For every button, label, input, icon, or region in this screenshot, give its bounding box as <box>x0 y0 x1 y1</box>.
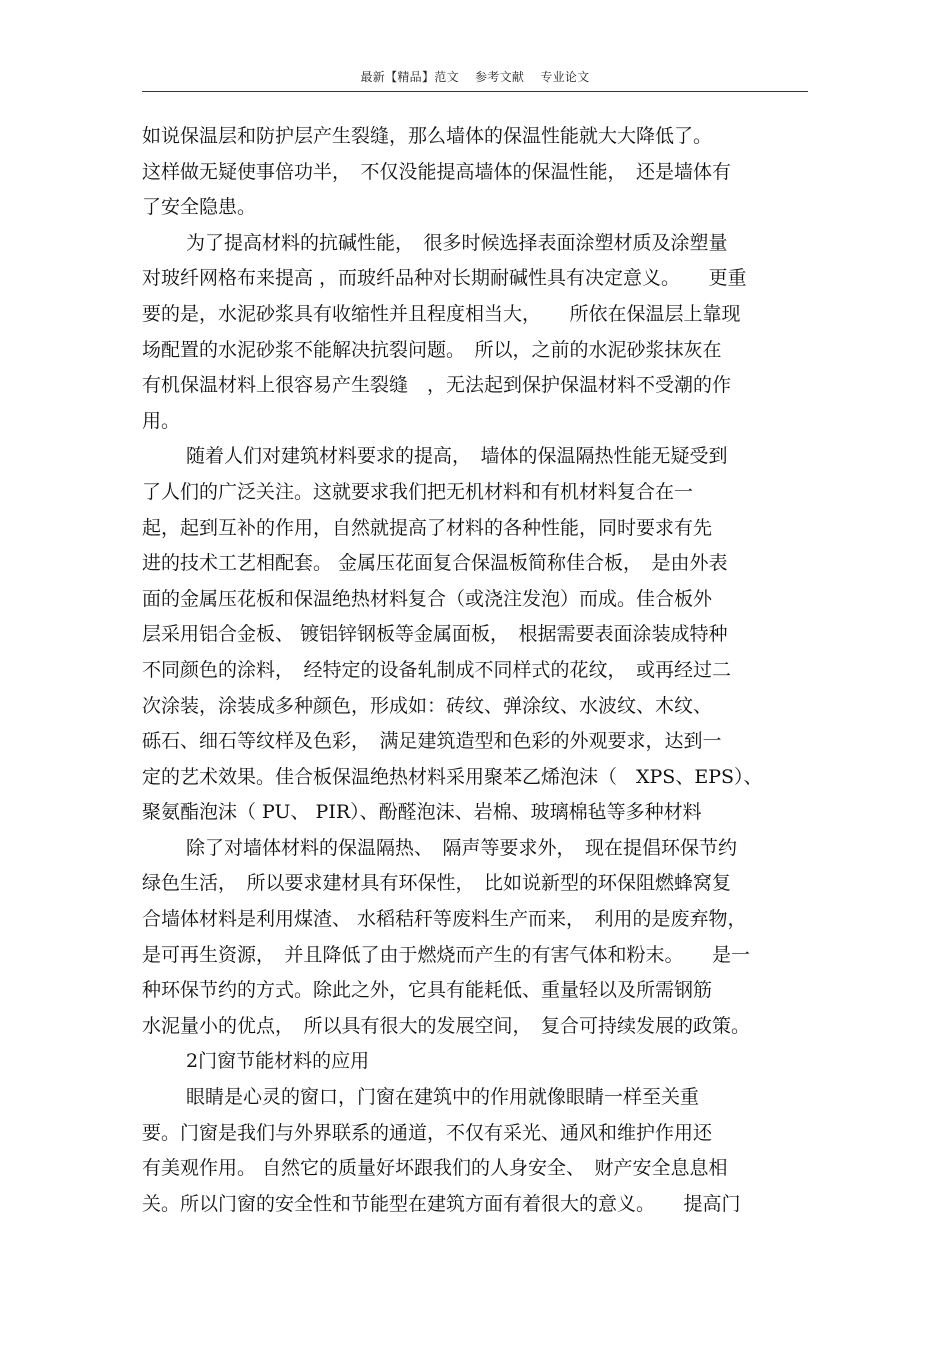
text-line: 绿色生活， 所以要求建材具有环保性， 比如说新型的环保阻燃蜂窝复 <box>142 872 732 895</box>
header-item-cankao: 参考文献 <box>475 70 525 84</box>
header-divider <box>142 91 808 92</box>
paragraph-start: 除了对墙体材料的保温隔热、 隔声等要求外， 现在提倡环保节约 <box>186 836 738 859</box>
text-line: 要的是，水泥砂浆具有收缩性并且程度相当大， 所依在保温层上靠现 <box>142 302 741 325</box>
section-heading: 2门窗节能材料的应用 <box>186 1050 370 1073</box>
text-line: 起，起到互补的作用，自然就提高了材料的各种性能，同时要求有先 <box>142 516 713 539</box>
text-line: 水泥量小的优点， 所以具有很大的发展空间， 复合可持续发展的政策。 <box>142 1014 751 1037</box>
text-line: 对玻纤网格布来提高 ，而玻纤品种对长期耐碱性具有决定意义。 更重 <box>142 267 747 290</box>
text-line: 这样做无疑使事倍功半， 不仅没能提高墙体的保温性能， 还是墙体有 <box>142 160 732 183</box>
text-line: 聚氨酯泡沫（ PU、 PIR）、酚醛泡沫、岩棉、玻璃棉毡等多种材料 <box>142 801 702 824</box>
text-line: 场配置的水泥砂浆不能解决抗裂问题。 所以，之前的水泥砂浆抹灰在 <box>142 338 722 361</box>
text-line: 了人们的广泛关注。这就要求我们把无机材料和有机材料复合在一 <box>142 480 694 503</box>
text-line: 是可再生资源， 并且降低了由于燃烧而产生的有害气体和粉末。 是一 <box>142 943 751 966</box>
text-line: 有美观作用。 自然它的质量好坏跟我们的人身安全、 财产安全息息相 <box>142 1157 728 1180</box>
text-line: 要。门窗是我们与外界联系的通道，不仅有采光、通风和维护作用还 <box>142 1121 713 1144</box>
header-item-fanwen: 最新【精品】范文 <box>360 70 459 84</box>
text-line: 如说保温层和防护层产生裂缝，那么墙体的保温性能就大大降低了。 <box>142 125 713 147</box>
text-line: 有机保温材料上很容易产生裂缝 ，无法起到保护保温材料不受潮的作 <box>142 374 732 397</box>
text-line: 砾石、细石等纹样及色彩， 满足建筑造型和色彩的外观要求，达到一 <box>142 730 722 753</box>
text-line: 进的技术工艺相配套。 金属压花面复合保温板简称佳合板， 是由外表 <box>142 552 728 575</box>
paragraph-start: 随着人们对建筑材料要求的提高， 墙体的保温隔热性能无疑受到 <box>186 445 728 468</box>
text-line: 层采用铝合金板、 镀铝锌钢板等金属面板， 根据需要表面涂装成特种 <box>142 623 728 646</box>
text-line: 不同颜色的涂料， 经特定的设备轧制成不同样式的花纹， 或再经过二 <box>142 658 732 681</box>
header-item-lunwen: 专业论文 <box>540 70 590 84</box>
document-body <box>142 119 808 1222</box>
text-line: 合墙体材料是利用煤渣、 水稻秸秆等废料生产而来， 利用的是废弃物， <box>142 908 747 931</box>
text-line: 种环保节约的方式。除此之外，它具有能耗低、重量轻以及所需钢筋 <box>142 979 713 1002</box>
text-line: 关。所以门窗的安全性和节能型在建筑方面有着很大的意义。 提高门 <box>142 1192 741 1215</box>
text-line: 用。 <box>142 409 181 432</box>
text-line: 定的艺术效果。佳合板保温绝热材料采用聚苯乙烯泡沫（ XPS、EPS）、 <box>142 765 763 788</box>
paragraph-start: 为了提高材料的抗碱性能， 很多时候选择表面涂塑材质及涂塑量 <box>186 231 728 254</box>
text-line: 次涂装，涂装成多种颜色，形成如：砖纹、弹涂纹、水波纹、木纹、 <box>142 694 713 717</box>
text-line: 面的金属压花板和保温绝热材料复合（或浇注发泡）而成。佳合板外 <box>142 587 713 610</box>
text-line: 了安全隐患。 <box>142 196 257 219</box>
page-header <box>142 68 808 90</box>
paragraph-start: 眼睛是心灵的窗口，门窗在建筑中的作用就像眼睛一样至关重 <box>186 1086 700 1109</box>
